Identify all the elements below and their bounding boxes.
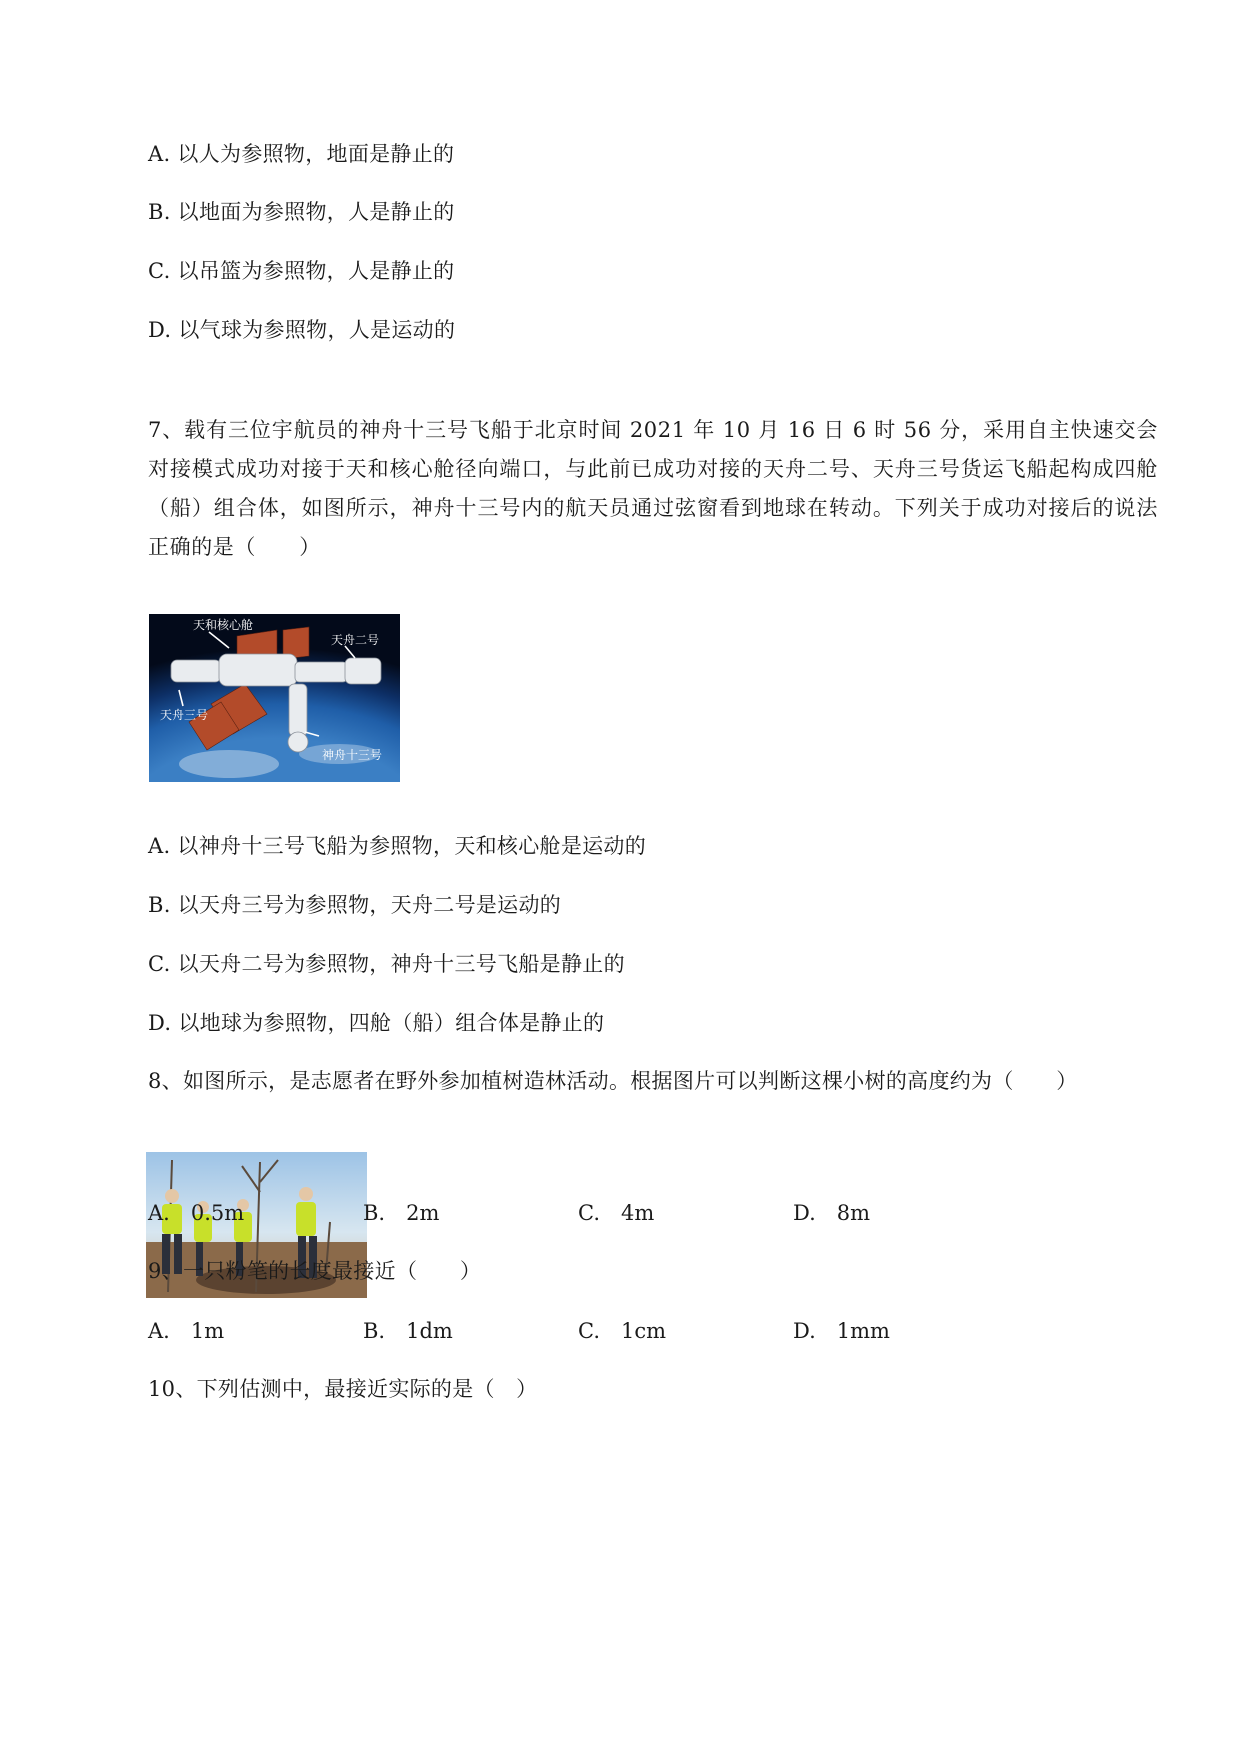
q8-option-b: B. 2m bbox=[363, 1201, 440, 1225]
q9-question-text: 9、一只粉笔的长度最接近（ ） bbox=[148, 1259, 482, 1283]
q8-option-c: C. 4m bbox=[578, 1201, 655, 1225]
figure-label-shenzhou13: 神舟十三号 bbox=[322, 748, 383, 762]
q10-question-text: 10、下列估测中，最接近实际的是（ ） bbox=[148, 1377, 538, 1401]
q9-option-d: D. 1mm bbox=[793, 1319, 890, 1343]
q6-option-b: B. 以地面为参照物，人是静止的 bbox=[148, 200, 455, 224]
q7-question-text: 7、载有三位宇航员的神舟十三号飞船于北京时间 2021 年 10 月 16 日 6 时 56 分，采用自主快速交会对接模式成功对接于天和核心舱径向端口，与此前已成功对接的天舟二号、天舟三号货运飞船起构成四舱（船）组合体，如图所示，神舟十三号内的航天员通过弦窗看到地球在转动。下列关于成功对接后的说法正确的是（ ） bbox=[148, 418, 1158, 559]
q7-option-c: C. 以天舟二号为参照物，神舟十三号飞船是静止的 bbox=[148, 952, 625, 976]
figure-label-tianhe: 天和核心舱 bbox=[193, 618, 254, 632]
q8-options-row bbox=[148, 1199, 948, 1227]
space-station-figure bbox=[149, 614, 400, 782]
q9-option-b: B. 1dm bbox=[363, 1319, 453, 1343]
figure-label-tianzhou3: 天舟三号 bbox=[160, 708, 209, 722]
q9-option-a: A. 1m bbox=[148, 1319, 225, 1343]
q8-option-a: A. 0.5m bbox=[148, 1201, 245, 1225]
q9-options-row bbox=[148, 1317, 948, 1345]
figure-label-tianzhou2: 天舟二号 bbox=[331, 633, 380, 647]
q7-option-b: B. 以天舟三号为参照物，天舟二号是运动的 bbox=[148, 893, 562, 917]
q6-option-c: C. 以吊篮为参照物，人是静止的 bbox=[148, 259, 455, 283]
q7-option-d: D. 以地球为参照物，四舱（船）组合体是静止的 bbox=[148, 1011, 605, 1035]
q7-option-a: A. 以神舟十三号飞船为参照物，天和核心舱是运动的 bbox=[148, 834, 647, 858]
q8-question-text: 8、如图所示，是志愿者在野外参加植树造林活动。根据图片可以判断这棵小树的高度约为（ ） bbox=[148, 1069, 1078, 1093]
q9-option-c: C. 1cm bbox=[578, 1319, 667, 1343]
q8-option-d: D. 8m bbox=[793, 1201, 871, 1225]
q6-option-d: D. 以气球为参照物，人是运动的 bbox=[148, 318, 456, 342]
q6-option-a: A. 以人为参照物，地面是静止的 bbox=[148, 142, 455, 166]
